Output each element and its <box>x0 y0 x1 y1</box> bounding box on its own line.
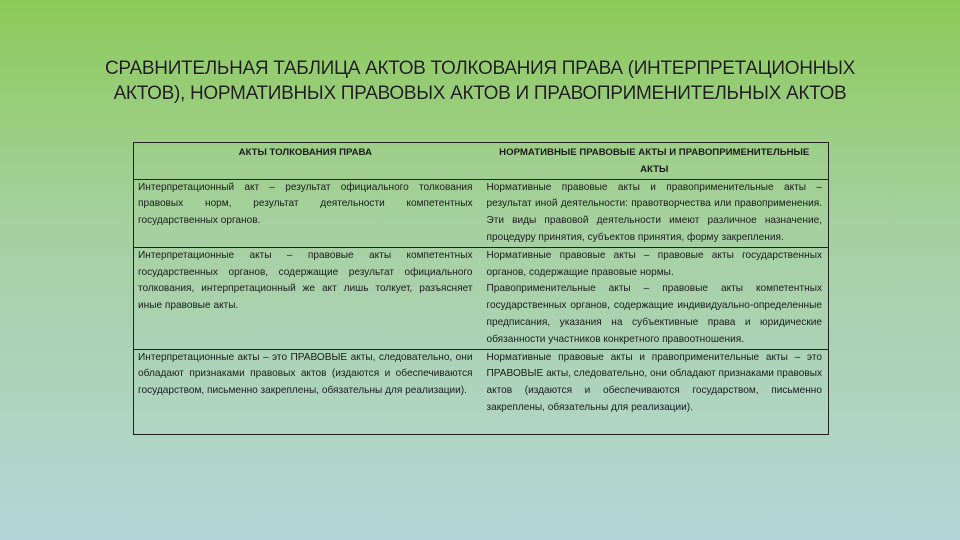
table-header-row <box>134 143 829 180</box>
cell-row1-right: Нормативные правовые акты и правоприменительные акты – результат иной деятельности: правотворчества или правоприменения. Эти виды правовой деятельности имеют различное назначение, процедуру принятия, субъектов принятия, форму закрепления. <box>481 179 829 247</box>
cell-row2-left: Интерпретационные акты – правовые акты компетентных государственных органов, содержащие результат официального толкования, интерпретационный же акт лишь толкует, разъясняет иные правовые акты. <box>134 247 481 349</box>
cell-row2-right-p2: Правоприменительные акты – правовые акты компетентных государственных органов, содержащие индивидуально-определенные предписания, указания на субъективные права и юридические обязанности участников конкретного правоотношения. <box>486 283 822 345</box>
slide-title <box>40 56 920 106</box>
comparison-table <box>133 142 829 435</box>
title-line-1: СРАВНИТЕЛЬНАЯ ТАБЛИЦА АКТОВ ТОЛКОВАНИЯ ПРАВА (ИНТЕРПРЕТАЦИОННЫХ <box>105 58 855 79</box>
table-row <box>134 179 829 247</box>
cell-row3-left: Интерпретационные акты – это ПРАВОВЫЕ акты, следовательно, они обладают признаками правовых актов (издаются и обеспечиваются государством, письменно закреплены, обязательны для реализации). <box>134 349 481 434</box>
cell-row3-right: Нормативные правовые акты и правоприменительные акты – это ПРАВОВЫЕ акты, следовательно, они обладают признаками правовых актов (издаются и обеспечиваются государством, письменно закреплены, обязательны для реализации). <box>481 349 829 434</box>
table-row <box>134 349 829 434</box>
table-row <box>134 247 829 349</box>
title-line-2: АКТОВ), НОРМАТИВНЫХ ПРАВОВЫХ АКТОВ И ПРАВОПРИМЕНИТЕЛЬНЫХ АКТОВ <box>113 83 847 104</box>
cell-row1-left: Интерпретационный акт – результат официального толкования правовых норм, результат деятельности компетентных государственных органов. <box>134 179 481 247</box>
header-normative-acts: НОРМАТИВНЫЕ ПРАВОВЫЕ АКТЫ И ПРАВОПРИМЕНИТЕЛЬНЫЕ АКТЫ <box>481 143 829 180</box>
cell-row2-right <box>481 247 829 349</box>
header-interpretation-acts: АКТЫ ТОЛКОВАНИЯ ПРАВА <box>134 143 481 180</box>
cell-row2-right-p1: Нормативные правовые акты – правовые акты государственных органов, содержащие правовые нормы. <box>486 249 822 278</box>
